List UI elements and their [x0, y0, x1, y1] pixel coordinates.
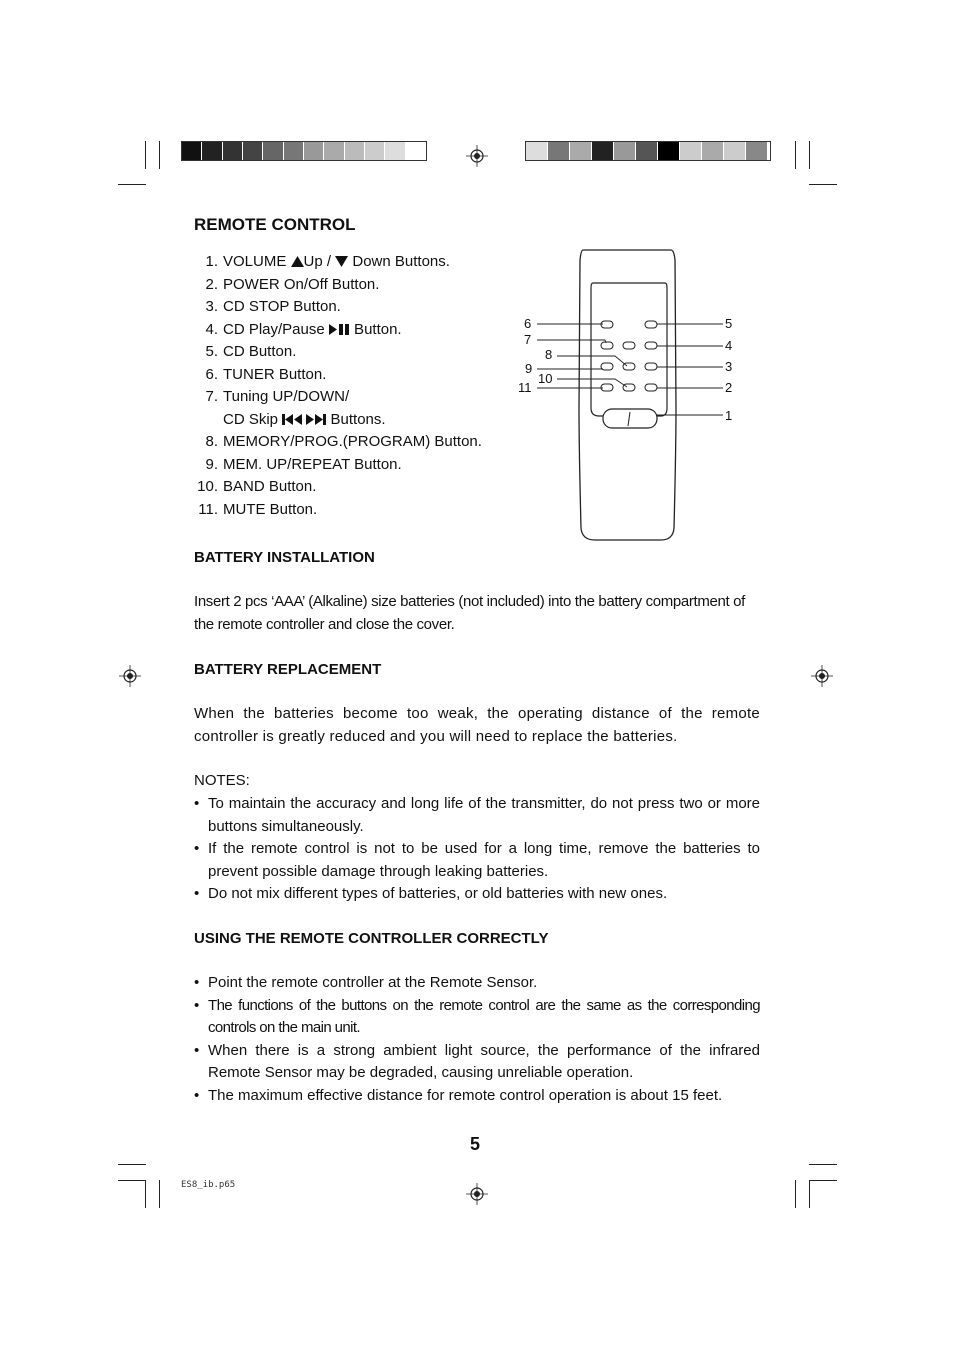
list-item-text	[223, 431, 482, 454]
color-swatch	[658, 142, 680, 160]
text-fragment: Buttons.	[326, 410, 386, 428]
color-swatch	[570, 142, 592, 160]
remote-button	[645, 342, 657, 349]
color-swatch	[385, 142, 405, 160]
list-item-number: 9.	[205, 455, 218, 473]
list-item	[194, 499, 504, 522]
color-swatch	[304, 142, 324, 160]
bullet-text: To maintain the accuracy and long life of the transmitter, do not press two or more buttons simultaneously.	[208, 795, 760, 835]
notes-label: NOTES:	[194, 772, 250, 789]
list-item-number: 3.	[205, 298, 218, 315]
text-fragment: CD Skip	[223, 410, 283, 428]
list-item	[194, 476, 504, 499]
skip-forward-icon	[306, 411, 326, 428]
text-fragment: MUTE Button.	[223, 500, 318, 518]
bullet-item	[194, 793, 760, 838]
page-number: 5	[470, 1134, 481, 1154]
list-item	[194, 296, 504, 319]
callout-label-7: 7	[524, 332, 532, 347]
color-swatch	[614, 142, 636, 160]
color-swatch	[365, 142, 385, 160]
list-item	[194, 319, 504, 342]
registration-mark-icon	[466, 145, 488, 167]
remote-button	[601, 384, 613, 391]
callout-label-6: 6	[524, 316, 532, 331]
notes-list	[194, 793, 760, 906]
bullet-text: When there is a strong ambient light source, the performance of the infrared Remote Sensor may be degraded, causing unreliable operation.	[208, 1041, 760, 1081]
list-item-number: 8.	[205, 433, 218, 450]
bullet-dot-icon: •	[194, 795, 200, 812]
list-item-number: 7.	[205, 388, 218, 405]
list-item-text	[223, 409, 386, 432]
section-heading-remote-control: REMOTE CONTROL	[194, 215, 356, 234]
text-fragment: MEM. UP/REPEAT Button.	[223, 455, 402, 473]
callout-label-4: 4	[725, 338, 733, 353]
color-swatch	[202, 142, 222, 160]
color-swatch	[345, 142, 365, 160]
color-swatch	[243, 142, 263, 160]
list-item-text	[223, 454, 402, 477]
color-swatch	[526, 142, 548, 160]
bullet-text: Do not mix different types of batteries, or old batteries with new ones.	[208, 885, 668, 902]
section-heading-using-remote: USING THE REMOTE CONTROLLER CORRECTLY	[194, 930, 549, 947]
color-swatch	[746, 142, 768, 160]
bullet-item	[194, 995, 760, 1040]
skip-back-icon	[282, 411, 302, 428]
callout-label-8: 8	[545, 347, 553, 362]
text-fragment: CD STOP Button.	[223, 298, 341, 315]
text-fragment: CD Button.	[223, 343, 297, 360]
button-list	[194, 251, 504, 521]
bullet-dot-icon: •	[194, 885, 200, 902]
file-name: ES8_ib.p65	[181, 1180, 236, 1190]
callout-label-10: 10	[538, 371, 553, 386]
section-heading-battery-installation: BATTERY INSTALLATION	[194, 549, 375, 566]
bullet-dot-icon: •	[194, 1086, 200, 1104]
text-fragment: CD Play/Pause	[223, 320, 329, 338]
text-fragment: Up /	[303, 253, 336, 270]
text-fragment: Button.	[349, 320, 402, 338]
list-item-text	[223, 341, 296, 364]
list-item-number	[194, 409, 218, 432]
text-fragment: Tuning UP/DOWN/	[223, 388, 350, 405]
registration-mark-icon	[119, 665, 141, 687]
list-item-text	[223, 499, 317, 522]
list-item	[194, 274, 504, 297]
section-heading-battery-replacement: BATTERY REPLACEMENT	[194, 661, 382, 678]
list-item-number: 2.	[205, 275, 218, 293]
list-item-text	[223, 386, 349, 409]
list-item	[194, 341, 504, 364]
bullet-dot-icon: •	[194, 996, 200, 1014]
color-swatch	[324, 142, 344, 160]
list-item-number: 10.	[197, 478, 218, 495]
color-swatch	[636, 142, 658, 160]
list-item-text	[223, 251, 450, 274]
triangle-up-icon	[291, 253, 304, 270]
remote-button	[601, 321, 613, 328]
list-item-number: 6.	[205, 365, 218, 383]
play-pause-icon	[329, 321, 350, 338]
color-swatch	[548, 142, 570, 160]
color-bar-right	[525, 141, 771, 161]
list-item-text	[223, 476, 316, 499]
color-swatch	[223, 142, 243, 160]
remote-button	[645, 321, 657, 328]
remote-button	[601, 342, 613, 349]
usage-list	[194, 972, 760, 1107]
bullet-dot-icon: •	[194, 840, 200, 857]
color-bar-left	[181, 141, 427, 161]
color-swatch	[284, 142, 304, 160]
text-fragment: TUNER Button.	[223, 365, 327, 383]
color-swatch	[263, 142, 283, 160]
bullet-dot-icon: •	[194, 974, 200, 991]
text-fragment: VOLUME	[223, 253, 291, 270]
bullet-item	[194, 972, 760, 995]
list-item-number: 11.	[198, 500, 218, 518]
remote-button	[623, 342, 635, 349]
color-swatch	[702, 142, 724, 160]
list-item	[194, 431, 504, 454]
list-item-text	[223, 319, 402, 342]
text-fragment: POWER On/Off Button.	[223, 275, 380, 293]
list-item-number: 5.	[205, 343, 218, 360]
callout-label-1: 1	[725, 408, 733, 423]
list-item-text	[223, 274, 379, 297]
registration-mark-icon	[811, 665, 833, 687]
registration-mark-icon	[466, 1183, 488, 1205]
remote-control-diagram	[515, 248, 745, 543]
list-item-text	[223, 364, 326, 387]
callout-label-2: 2	[725, 380, 733, 395]
triangle-down-icon	[335, 253, 348, 270]
battery-replacement-text: When the batteries become too weak, the operating distance of the remote controller is greatly reduced and you will need to replace the batteries.	[194, 705, 760, 745]
bullet-item	[194, 838, 760, 883]
bullet-item	[194, 1085, 760, 1108]
list-item	[194, 454, 504, 477]
list-item-number: 1.	[205, 253, 218, 270]
bullet-text: Point the remote controller at the Remote Sensor.	[208, 974, 538, 991]
color-swatch	[680, 142, 702, 160]
remote-button	[645, 363, 657, 370]
color-swatch	[724, 142, 746, 160]
list-item	[194, 386, 504, 409]
list-item	[194, 251, 504, 274]
list-item-text	[223, 296, 341, 319]
bullet-text: If the remote control is not to be used for a long time, remove the batteries to prevent possible damage through leaking batteries.	[208, 840, 760, 880]
text-fragment: MEMORY/PROG.(PROGRAM) Button.	[223, 433, 482, 450]
text-fragment: BAND Button.	[223, 478, 317, 495]
bullet-text: The maximum effective distance for remote control operation is about 15 feet.	[208, 1086, 723, 1104]
text-fragment: Down Buttons.	[348, 253, 450, 270]
color-swatch	[406, 142, 426, 160]
callout-label-5: 5	[725, 316, 733, 331]
bullet-dot-icon: •	[194, 1041, 200, 1059]
callout-label-11: 11	[518, 380, 532, 395]
list-item	[194, 364, 504, 387]
callout-label-9: 9	[525, 361, 533, 376]
list-item	[194, 409, 504, 432]
volume-rocker	[603, 409, 657, 428]
bullet-item	[194, 1040, 760, 1085]
color-swatch	[592, 142, 614, 160]
callout-label-3: 3	[725, 359, 733, 374]
battery-installation-text: Insert 2 pcs ‘AAA’ (Alkaline) size batteries (not included) into the battery compartment of the remote controller and close the cover.	[194, 593, 745, 633]
color-swatch	[182, 142, 202, 160]
list-item-number: 4.	[205, 320, 218, 338]
bullet-item	[194, 883, 760, 906]
bullet-text: The functions of the buttons on the remote control are the same as the corresponding controls on the main unit.	[208, 996, 760, 1036]
remote-body	[579, 250, 676, 540]
remote-button	[645, 384, 657, 391]
